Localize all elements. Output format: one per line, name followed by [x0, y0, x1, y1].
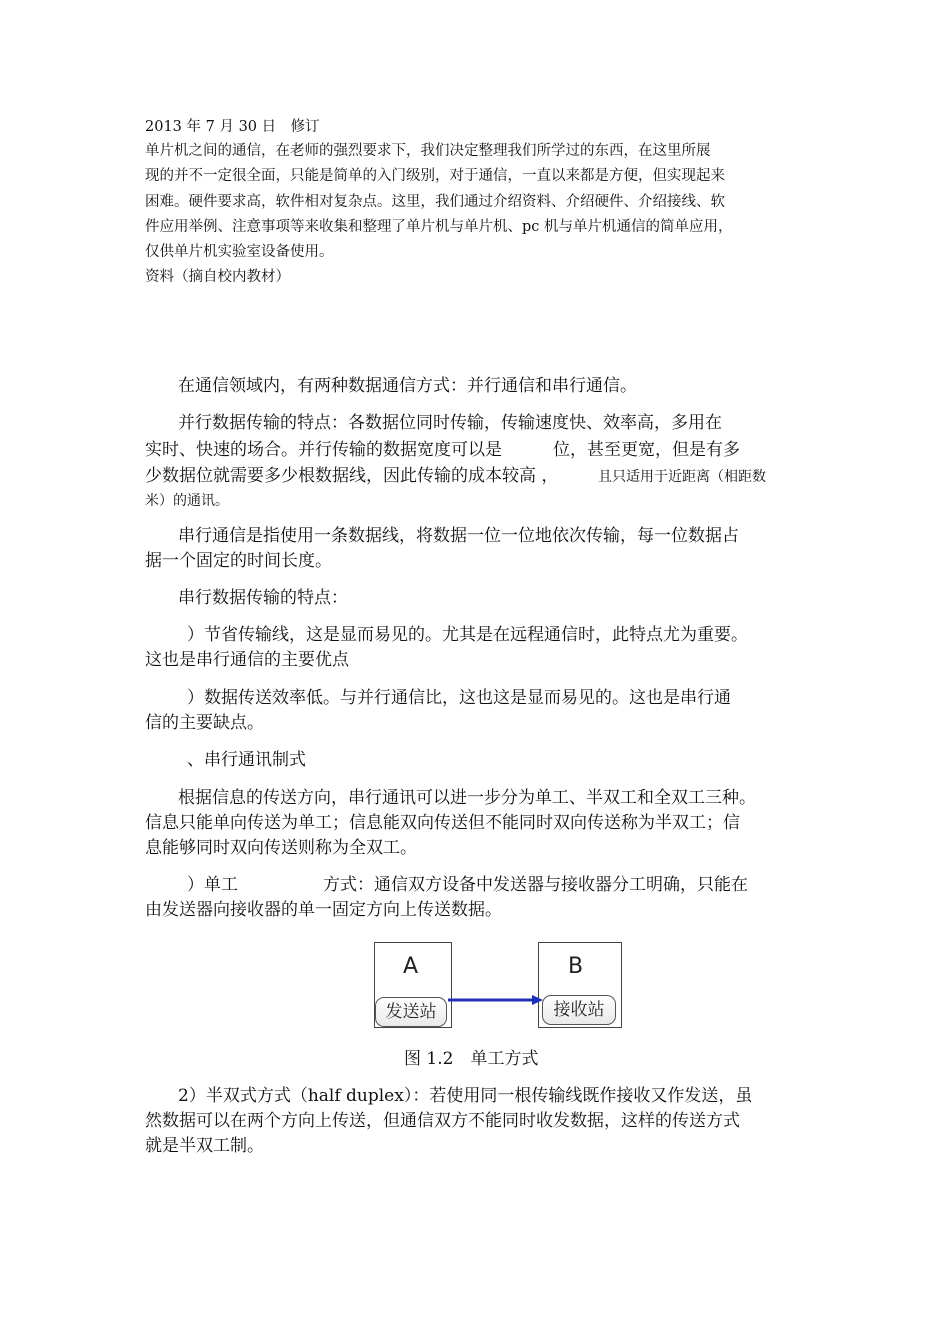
para-comm-modes: 在通信领域内，有两种数据通信方式：并行通信和串行通信。 — [178, 376, 637, 396]
para-parallel-l1: 并行数据传输的特点：各数据位同时传输，传输速度快、效率高，多用在 — [178, 413, 722, 433]
para-parallel-l3a: 少数据位就需要多少根数据线，因此传输的成本较高 ， — [145, 466, 559, 486]
intro-line-5: 仅供单片机实验室设备使用。 — [145, 244, 334, 260]
para-modes-l3: 息能够同时双向传送则称为全双工。 — [145, 838, 417, 858]
para-serial-l1: 串行通信是指使用一条数据线，将数据一位一位地依次传输，每一位数据占 — [178, 526, 739, 546]
station-b-label: B — [568, 954, 584, 979]
para-disadvantage-l2: 信的主要缺点。 — [145, 713, 264, 733]
simplex-diagram — [372, 940, 624, 1028]
figure-caption: 图 1.2 单工方式 — [404, 1049, 539, 1069]
intro-line-4: 件应用举例、注意事项等来收集和整理了单片机与单片机、pc 机与单片机通信的简单应用， — [145, 219, 733, 235]
para-serial-features: 串行数据传输的特点： — [178, 588, 348, 608]
source-note: 资料（摘自校内教材） — [145, 269, 290, 285]
para-parallel-l3b: 且只适用于近距离（相距数 — [598, 469, 766, 485]
station-a-label: A — [403, 954, 419, 979]
para-disadvantage-l1: ）数据传送效率低。与并行通信比，这也这是显而易见的。这也是串行通 — [170, 688, 731, 708]
receiver-station: 接收站 — [542, 995, 616, 1025]
para-serial-l2: 据一个固定的时间长度。 — [145, 551, 332, 571]
section-heading-serial-modes: 、串行通讯制式 — [170, 750, 306, 770]
arrow-head — [532, 995, 543, 1005]
para-half-duplex-l3: 就是半双工制。 — [145, 1136, 264, 1156]
intro-line-3: 困难。硬件要求高，软件相对复杂点。这里，我们通过介绍资料、介绍硬件、介绍接线、软 — [145, 194, 725, 210]
sender-station: 发送站 — [375, 997, 447, 1027]
revision-date: 2013 年 7 月 30 日 修订 — [145, 119, 320, 135]
para-modes-l1: 根据信息的传送方向，串行通讯可以进一步分为单工、半双工和全双工三种。 — [178, 788, 756, 808]
para-parallel-l2: 实时、快速的场合。并行传输的数据宽度可以是 位，甚至更宽，但是有多 — [145, 440, 740, 460]
para-simplex-l2: 由发送器向接收器的单一固定方向上传送数据。 — [145, 900, 502, 920]
para-simplex-l1: ）单工 方式：通信双方设备中发送器与接收器分工明确，只能在 — [170, 875, 748, 895]
para-advantage-l2: 这也是串行通信的主要优点 — [145, 650, 349, 670]
para-modes-l2: 信息只能单向传送为单工；信息能双向传送但不能同时双向传送称为半双工；信 — [145, 813, 740, 833]
para-half-duplex-l1: 2）半双式方式（half duplex）：若使用同一根传输线既作接收又作发送，虽 — [178, 1086, 753, 1106]
para-advantage-l1: ）节省传输线，这是显而易见的。尤其是在远程通信时，此特点尤为重要。 — [170, 625, 748, 645]
intro-line-1: 单片机之间的通信，在老师的强烈要求下，我们决定整理我们所学过的东西，在这里所展 — [145, 143, 711, 159]
simplex-arrow — [448, 994, 544, 1006]
para-parallel-l4: 米）的通讯。 — [145, 493, 229, 509]
intro-line-2: 现的并不一定很全面，只能是简单的入门级别，对于通信，一直以来都是方便，但实现起来 — [145, 168, 725, 184]
para-half-duplex-l2: 然数据可以在两个方向上传送，但通信双方不能同时收发数据，这样的传送方式 — [145, 1111, 740, 1131]
